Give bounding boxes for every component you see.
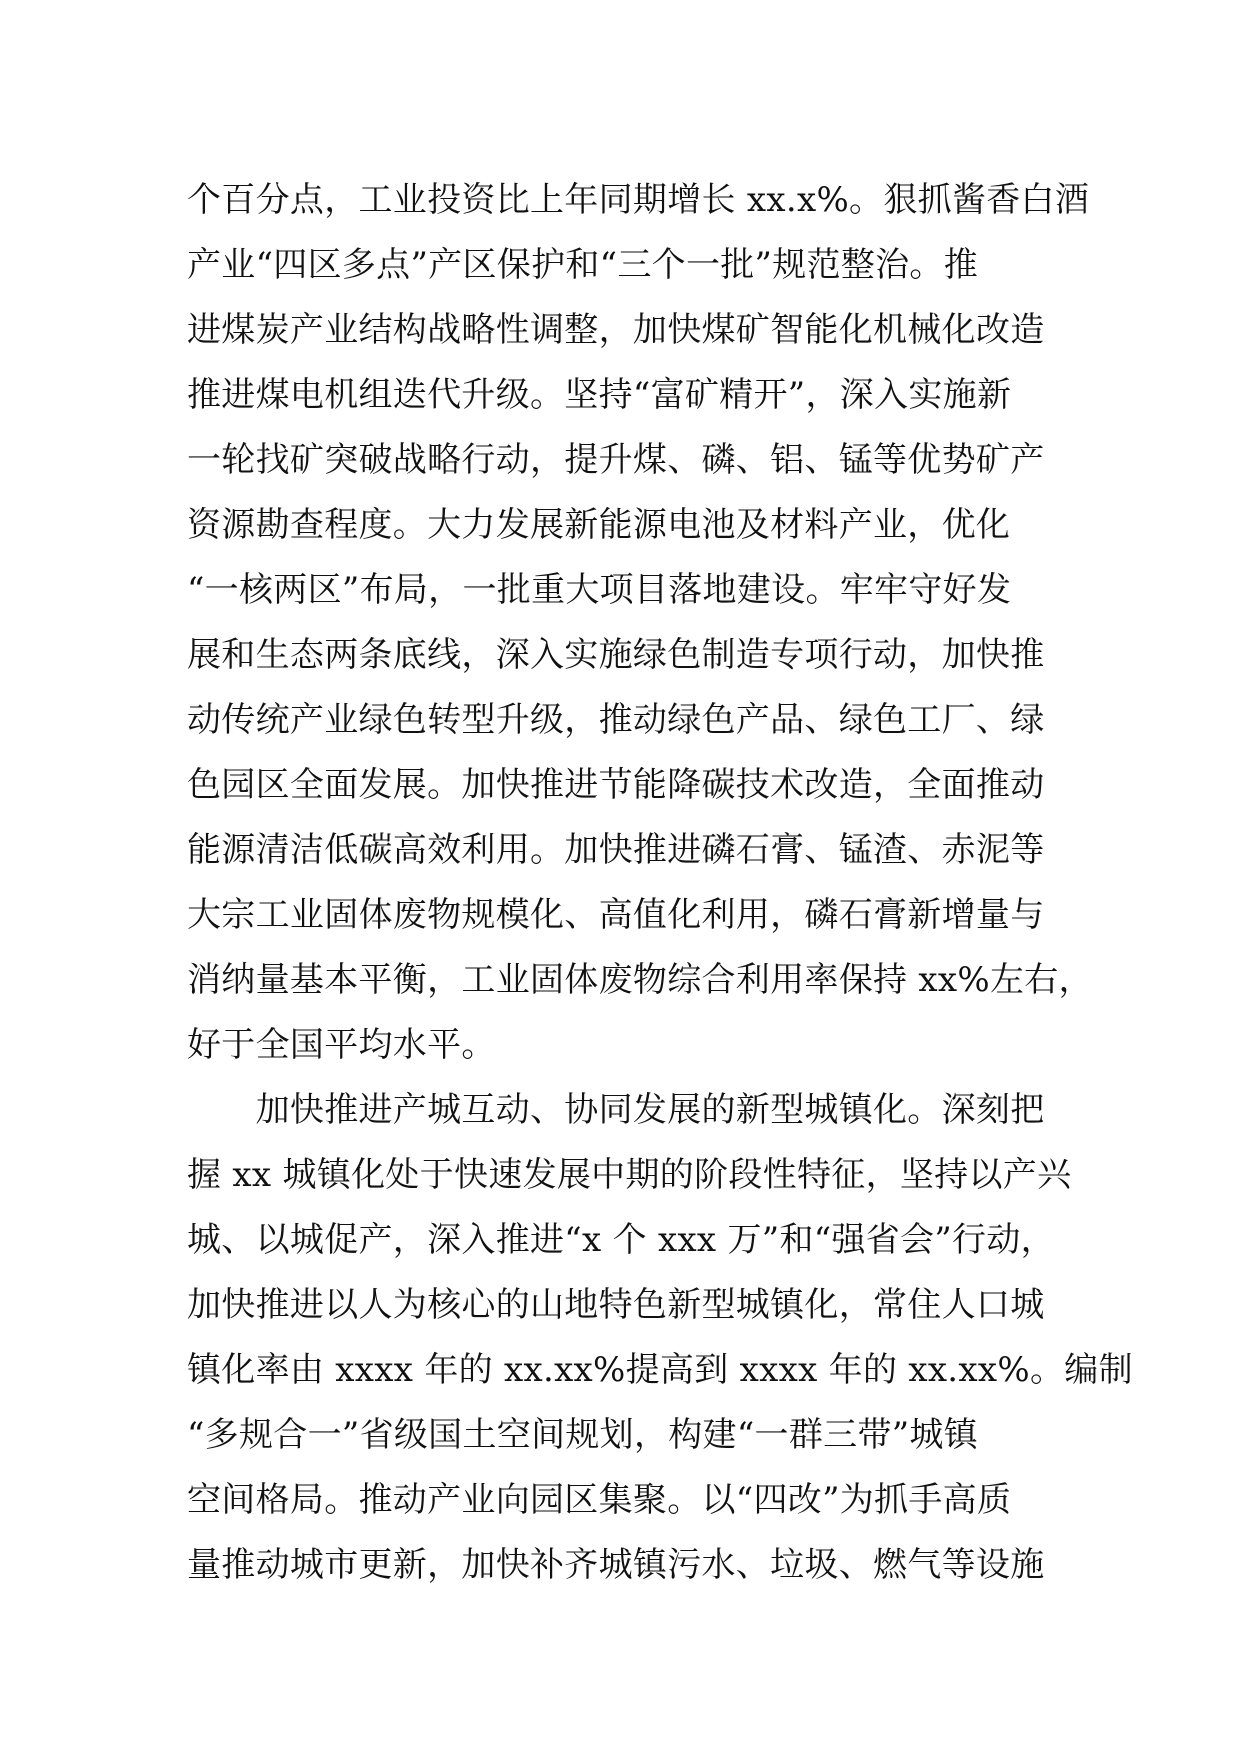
- text-line-1: 个百分点，工业投资比上年同期增长 xx.x%。狠抓酱香白酒: [187, 180, 1090, 220]
- text-line-9: 动传统产业绿色转型升级，推动绿色产品、绿色工厂、绿: [187, 700, 1045, 740]
- text-line-13: 消纳量基本平衡，工业固体废物综合利用率保持 xx%左右，: [187, 960, 1093, 1000]
- text-line-12: 大宗工业固体废物规模化、高值化利用，磷石膏新增量与: [187, 895, 1045, 935]
- text-line-4: 推进煤电机组迭代升级。坚持“富矿精开”，深入实施新: [187, 375, 1012, 415]
- text-line-11: 能源清洁低碳高效利用。加快推进磷石膏、锰渣、赤泥等: [187, 830, 1045, 870]
- text-line-18: 加快推进以人为核心的山地特色新型城镇化，常住人口城: [187, 1285, 1045, 1325]
- text-line-17: 城、以城促产，深入推进“x 个 xxx 万”和“强省会”行动，: [187, 1220, 1055, 1260]
- text-line-2: 产业“四区多点”产区保护和“三个一批”规范整治。推: [187, 245, 979, 285]
- text-line-14: 好于全国平均水平。: [187, 1025, 496, 1065]
- text-line-16: 握 xx 城镇化处于快速发展中期的阶段性特征，坚持以产兴: [187, 1155, 1072, 1195]
- body-text: [187, 168, 1133, 1598]
- text-line-3: 进煤炭产业结构战略性调整，加快煤矿智能化机械化改造: [187, 310, 1045, 350]
- text-line-7: “一核两区”布局，一批重大项目落地建设。牢牢守好发: [187, 570, 1012, 610]
- text-line-22: 量推动城市更新，加快补齐城镇污水、垃圾、燃气等设施: [187, 1545, 1045, 1585]
- text-line-21: 空间格局。推动产业向园区集聚。以“四改”为抓手高质: [187, 1480, 1012, 1520]
- text-line-6: 资源勘查程度。大力发展新能源电池及材料产业，优化: [187, 505, 1011, 545]
- text-line-19: 镇化率由 xxxx 年的 xx.xx%提高到 xxxx 年的 xx.xx%。编制: [187, 1350, 1133, 1390]
- text-line-15: 加快推进产城互动、协同发展的新型城镇化。深刻把: [187, 1090, 1045, 1130]
- text-line-8: 展和生态两条底线，深入实施绿色制造专项行动，加快推: [187, 635, 1045, 675]
- text-line-5: 一轮找矿突破战略行动，提升煤、磷、铝、锰等优势矿产: [187, 440, 1045, 480]
- text-line-10: 色园区全面发展。加快推进节能降碳技术改造，全面推动: [187, 765, 1045, 805]
- text-line-20: “多规合一”省级国土空间规划，构建“一群三带”城镇: [187, 1415, 979, 1455]
